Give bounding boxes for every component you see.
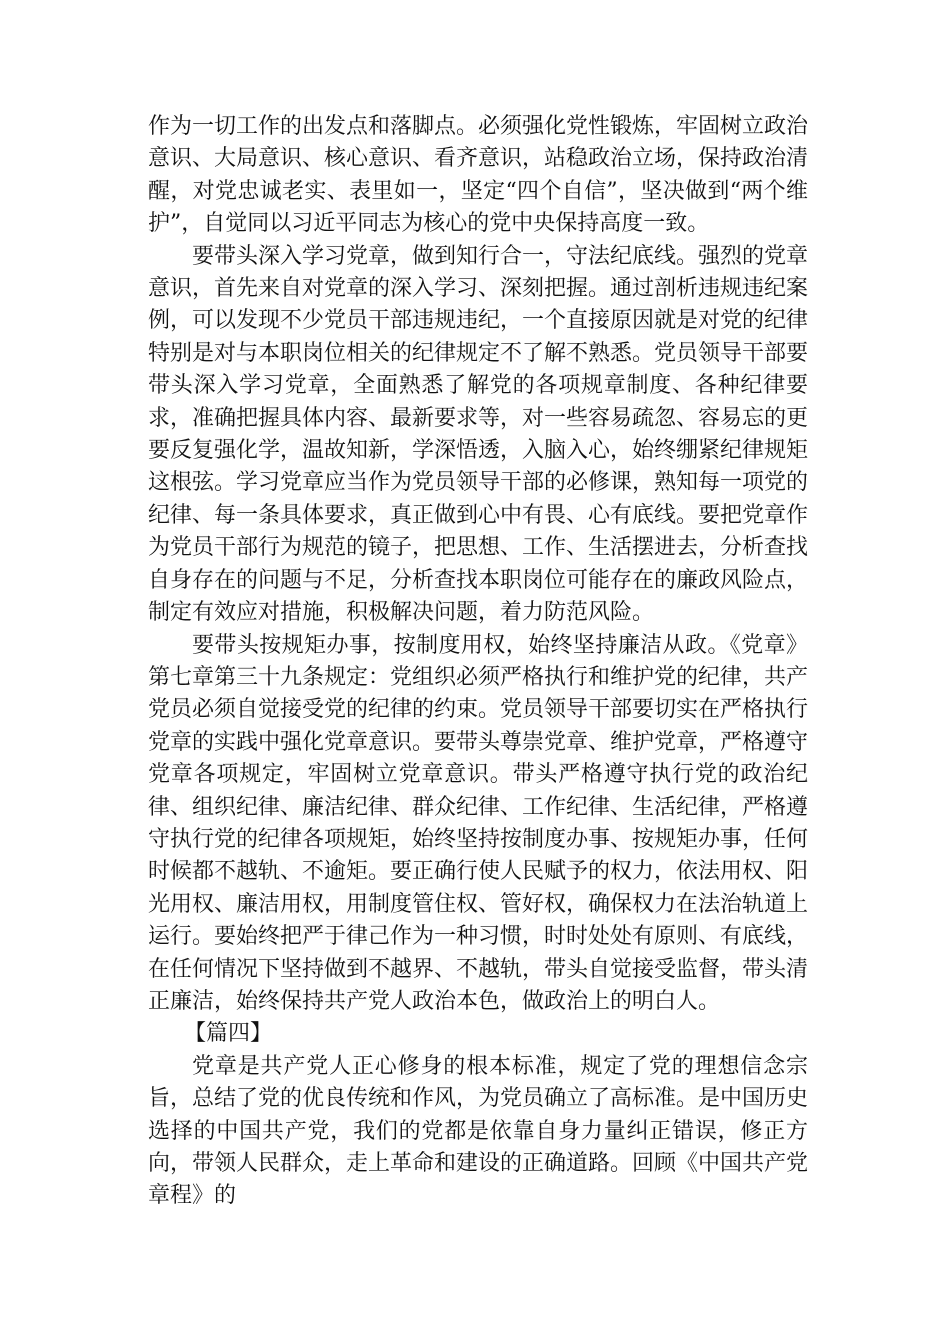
paragraph-continuation: 作为一切工作的出发点和落脚点。必须强化党性锻炼，牢固树立政治意识、大局意识、核心意识、看齐意识，站稳政治立场，保持政治清醒，对党忠诚老实、表里如一，坚定“四个自信”，坚决做到“两个维护”，自觉同以习近平同志为核心的党中央保持高度一致。: [148, 114, 809, 237]
document-body: [148, 111, 808, 1213]
paragraph-section-four-intro: 党章是共产党人正心修身的根本标准，规定了党的理想信念宗旨，总结了党的优良传统和作风，为党员确立了高标准。是中国历史选择的中国共产党，我们的党都是依靠自身力量纠正错误，修正方向，带领人民群众，走上革命和建设的正确道路。回顾《中国共产党章程》的: [148, 1053, 809, 1209]
section-heading: 【篇四】: [184, 1021, 273, 1047]
paragraph-study-party-constitution: 要带头深入学习党章，做到知行合一，守法纪底线。强烈的党章意识，首先来自对党章的深入学习、深刻把握。通过剖析违规违纪案例，可以发现不少党员干部违规违纪，一个直接原因就是对党的纪律特别是对与本职岗位相关的纪律规定不了解不熟悉。党员领导干部要带头深入学习党章，全面熟悉了解党的各项规章制度、各种纪律要求，准确把握具体内容、最新要求等，对一些容易疏忽、容易忘的更要反复强化学，温故知新，学深悟透，入脑入心，始终绷紧纪律规矩这根弦。学习党章应当作为党员领导干部的必修课，熟知每一项党的纪律、每一条具体要求，真正做到心中有畏、心有底线。要把党章作为党员干部行为规范的镜子，把思想、工作、生活摆进去，分析查找自身存在的问题与不足，分析查找本职岗位可能存在的廉政风险点，制定有效应对措施，积极解决问题，着力防范风险。: [148, 243, 809, 626]
paragraph-follow-rules: 要带头按规矩办事，按制度用权，始终坚持廉洁从政。《党章》第七章第三十九条规定：党组织必须严格执行和维护党的纪律，共产党员必须自觉接受党的纪律的约束。党员领导干部要切实在严格执行党章的实践中强化党章意识。要带头尊崇党章、维护党章，严格遵守党章各项规定，牢固树立党章意识。带头严格遵守执行党的政治纪律、组织纪律、廉洁纪律、群众纪律、工作纪律、生活纪律，严格遵守执行党的纪律各项规矩，始终坚持按制度办事、按规矩办事，任何时候都不越轨、不逾矩。要正确行使人民赋予的权力，依法用权、阳光用权、廉洁用权，用制度管住权、管好权，确保权力在法治轨道上运行。要始终把严于律己作为一种习惯，时时处处有原则、有底线，在任何情况下坚持做到不越界、不越轨，带头自觉接受监督，带头清正廉洁，始终保持共产党人政治本色，做政治上的明白人。: [148, 632, 809, 1014]
